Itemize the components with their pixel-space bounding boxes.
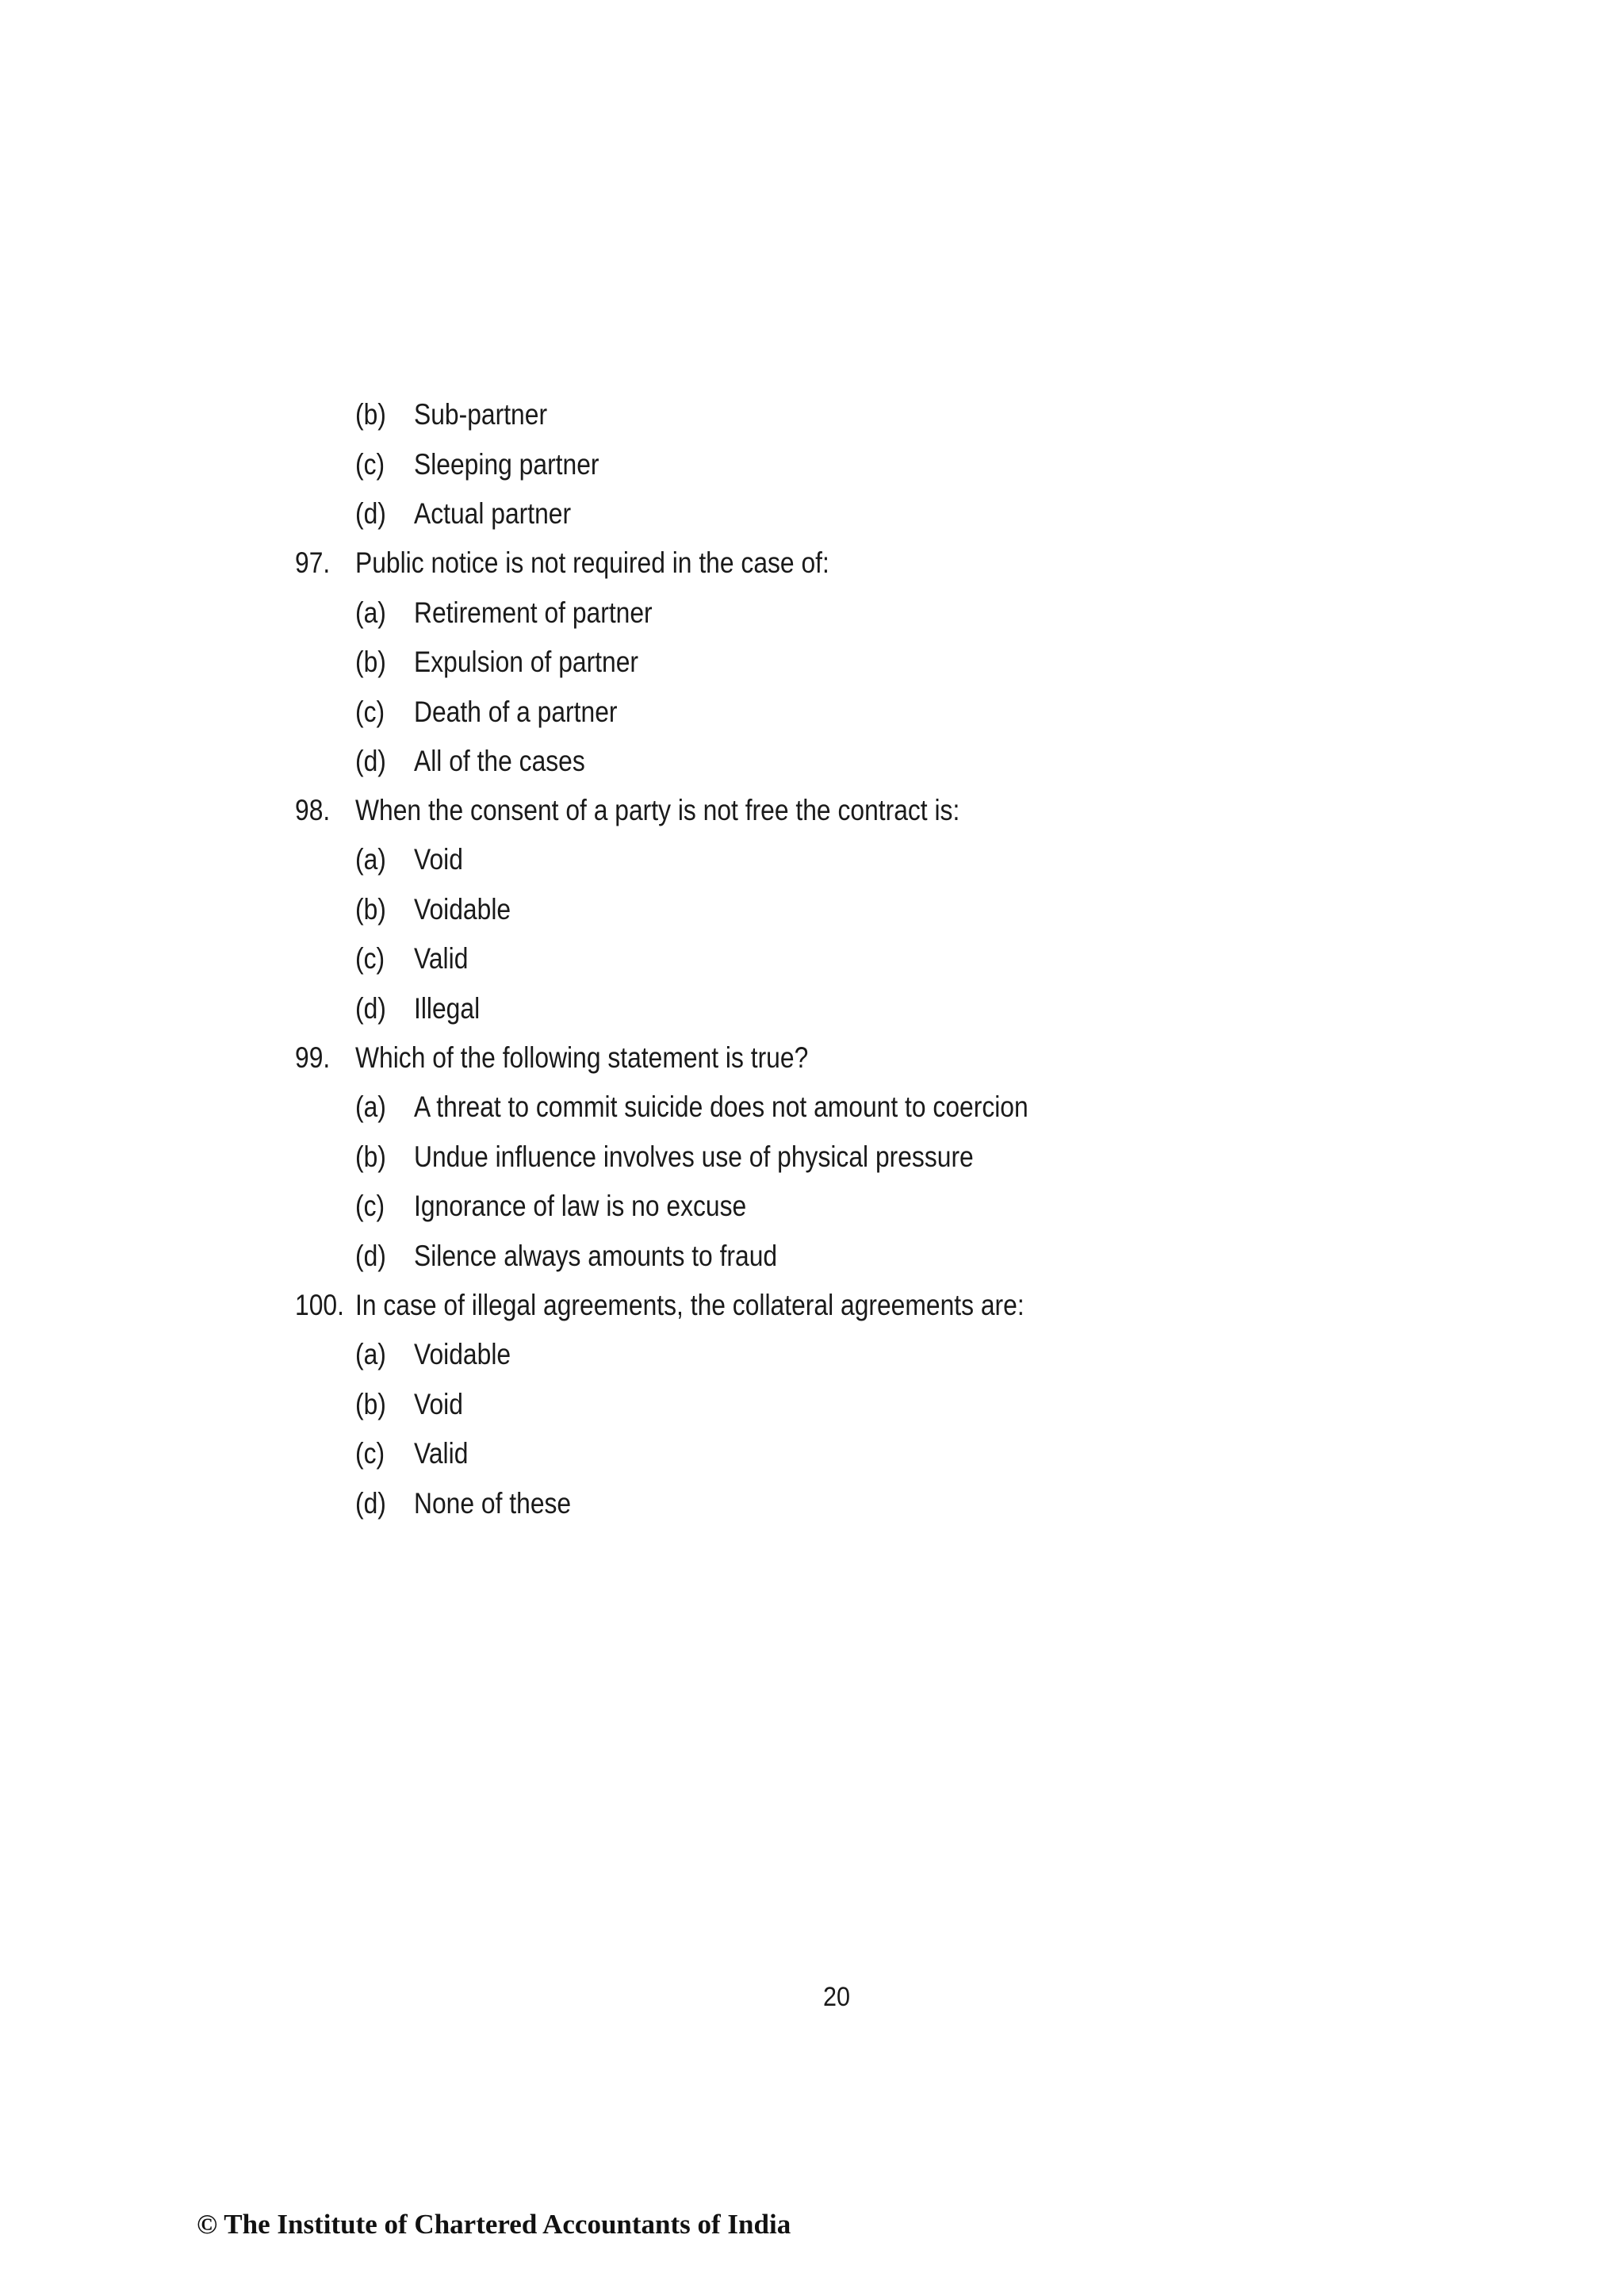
option-label: (d)	[355, 1487, 386, 1520]
option-text: Void	[414, 1388, 463, 1420]
option-text: Valid	[414, 1437, 469, 1470]
question-number: 97.	[295, 546, 331, 579]
option-text: Expulsion of partner	[414, 646, 639, 678]
option-label: (d)	[355, 745, 386, 777]
option-text: All of the cases	[414, 745, 585, 777]
option-label: (a)	[355, 1091, 386, 1123]
option-text: Voidable	[414, 893, 511, 926]
option-label: (b)	[355, 646, 386, 678]
option-label: (d)	[355, 1240, 386, 1272]
question-number: 100.	[295, 1289, 344, 1321]
option-label: (a)	[355, 596, 386, 629]
option-label: (c)	[355, 448, 385, 481]
option-label: (a)	[355, 843, 386, 876]
copyright-footer: © The Institute of Chartered Accountants of India	[197, 2209, 791, 2240]
page-number: 20	[822, 1982, 851, 2012]
option-label: (a)	[355, 1338, 386, 1370]
option-label: (b)	[355, 1140, 386, 1173]
option-label: (d)	[355, 992, 386, 1025]
option-text: Valid	[414, 942, 469, 975]
option-text: Void	[414, 843, 463, 876]
option-text: Ignorance of law is no excuse	[414, 1190, 747, 1222]
question-number: 98.	[295, 794, 331, 826]
option-text: Sub-partner	[414, 398, 548, 431]
option-text: Illegal	[414, 992, 481, 1025]
option-label: (b)	[355, 1388, 386, 1420]
option-label: (c)	[355, 1190, 385, 1222]
option-label: (b)	[355, 398, 386, 431]
option-label: (d)	[355, 497, 386, 530]
option-text: Silence always amounts to fraud	[414, 1240, 778, 1272]
option-text: Death of a partner	[414, 696, 618, 728]
option-label: (c)	[355, 1437, 385, 1470]
option-text: A threat to commit suicide does not amount to coercion	[414, 1091, 1028, 1123]
question-text: Public notice is not required in the case of:	[355, 546, 829, 579]
option-text: Voidable	[414, 1338, 511, 1370]
option-label: (b)	[355, 893, 386, 926]
question-text: In case of illegal agreements, the collateral agreements are:	[355, 1289, 1025, 1321]
question-number: 99.	[295, 1041, 331, 1074]
question-text: When the consent of a party is not free the contract is:	[355, 794, 960, 826]
option-text: Undue influence involves use of physical pressure	[414, 1140, 974, 1173]
option-text: Retirement of partner	[414, 596, 653, 629]
question-text: Which of the following statement is true?	[355, 1041, 809, 1074]
option-text: Sleeping partner	[414, 448, 599, 481]
option-label: (c)	[355, 696, 385, 728]
option-text: Actual partner	[414, 497, 572, 530]
option-text: None of these	[414, 1487, 572, 1520]
option-label: (c)	[355, 942, 385, 975]
